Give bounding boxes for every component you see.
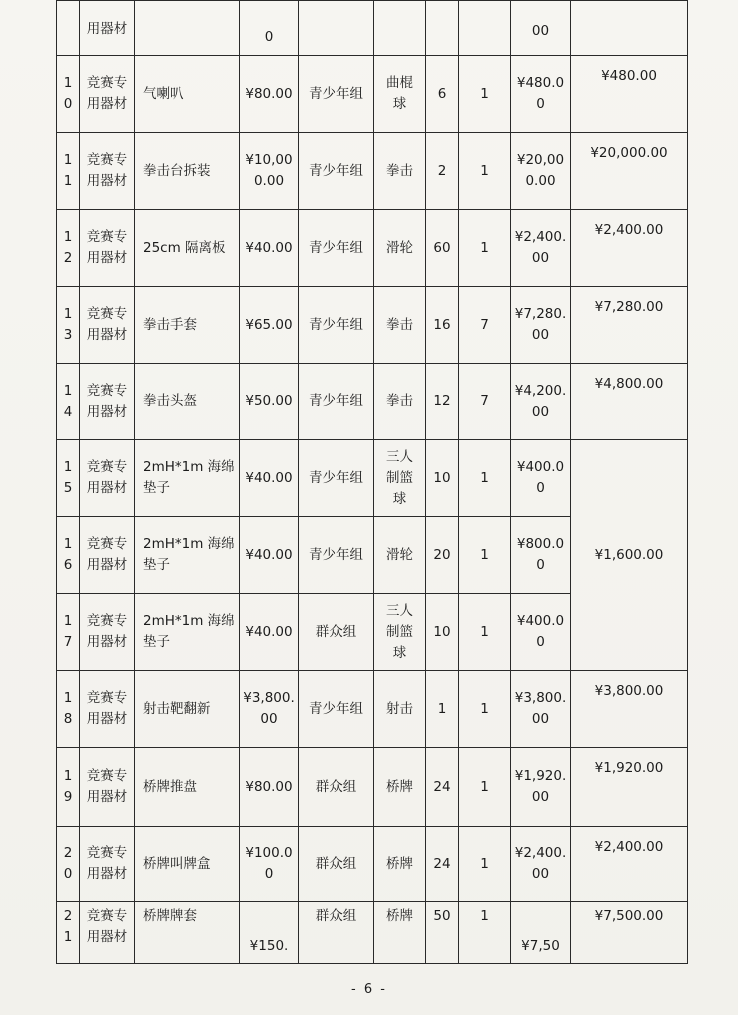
name-cell: 2mH*1m 海绵垫子 (135, 440, 240, 517)
sets-cell: 1 (459, 827, 511, 902)
total-cell: ¥7,280.00 (571, 287, 688, 364)
table-row (57, 364, 688, 440)
seq-cell: 19 (57, 748, 80, 827)
price-cell: ¥40.00 (240, 517, 299, 594)
category-cell: 竞赛专用器材 (80, 517, 135, 594)
amount-cell: ¥7,50 (511, 902, 571, 964)
group-cell: 青少年组 (299, 440, 374, 517)
sport-cell: 三人制篮球 (374, 440, 426, 517)
amount-cell: ¥7,280.00 (511, 287, 571, 364)
name-cell: 桥牌推盘 (135, 748, 240, 827)
category-cell: 竞赛专用器材 (80, 440, 135, 517)
price-cell: ¥100.00 (240, 827, 299, 902)
name-cell: 桥牌牌套 (135, 902, 240, 964)
category-cell: 竞赛专用器材 (80, 56, 135, 133)
group-cell: 青少年组 (299, 56, 374, 133)
price-cell: ¥40.00 (240, 594, 299, 671)
price-cell: ¥80.00 (240, 748, 299, 827)
price-cell: ¥50.00 (240, 364, 299, 440)
sets-cell: 1 (459, 440, 511, 517)
qty-cell: 20 (426, 517, 459, 594)
seq-cell: 11 (57, 133, 80, 210)
sport-cell: 拳击 (374, 287, 426, 364)
category-cell: 竞赛专用器材 (80, 364, 135, 440)
qty-cell: 24 (426, 748, 459, 827)
qty-cell: 6 (426, 56, 459, 133)
category-cell: 竞赛专用器材 (80, 133, 135, 210)
name-cell: 桥牌叫牌盒 (135, 827, 240, 902)
group-cell: 群众组 (299, 902, 374, 964)
sets-cell: 1 (459, 902, 511, 964)
amount-cell: ¥480.00 (511, 56, 571, 133)
total-cell: ¥3,800.00 (571, 671, 688, 748)
amount-cell: ¥1,920.00 (511, 748, 571, 827)
seq-cell: 20 (57, 827, 80, 902)
category-cell: 竞赛专用器材 (80, 287, 135, 364)
category-cell: 竞赛专用器材 (80, 748, 135, 827)
qty-cell: 12 (426, 364, 459, 440)
category-cell: 竞赛专用器材 (80, 671, 135, 748)
table-row (57, 56, 688, 133)
group-cell: 群众组 (299, 827, 374, 902)
seq-cell: 21 (57, 902, 80, 964)
qty-cell: 1 (426, 671, 459, 748)
amount-cell: ¥3,800.00 (511, 671, 571, 748)
total-cell: ¥7,500.00 (571, 902, 688, 964)
seq-cell: 15 (57, 440, 80, 517)
price-cell: ¥65.00 (240, 287, 299, 364)
total-cell: ¥1,920.00 (571, 748, 688, 827)
name-cell: 2mH*1m 海绵垫子 (135, 517, 240, 594)
sport-cell: 滑轮 (374, 517, 426, 594)
name-cell: 拳击手套 (135, 287, 240, 364)
name-cell: 拳击头盔 (135, 364, 240, 440)
sport-cell: 拳击 (374, 133, 426, 210)
sets-cell: 1 (459, 517, 511, 594)
group-cell (299, 1, 374, 56)
price-cell: ¥150. (240, 902, 299, 964)
table-row (57, 1, 688, 56)
sport-cell: 三人制篮球 (374, 594, 426, 671)
sport-cell: 滑轮 (374, 210, 426, 287)
table-row (57, 827, 688, 902)
table-row (57, 133, 688, 210)
sport-cell: 桥牌 (374, 748, 426, 827)
seq-cell: 18 (57, 671, 80, 748)
amount-cell: ¥400.00 (511, 594, 571, 671)
qty-cell: 24 (426, 827, 459, 902)
seq-cell: 12 (57, 210, 80, 287)
equipment-table (56, 0, 688, 964)
total-cell: ¥20,000.00 (571, 133, 688, 210)
sets-cell: 1 (459, 56, 511, 133)
price-cell: 0 (240, 1, 299, 56)
category-cell: 竞赛专用器材 (80, 827, 135, 902)
category-cell: 用器材 (80, 1, 135, 56)
table-row (57, 210, 688, 287)
category-cell: 竞赛专用器材 (80, 594, 135, 671)
name-cell: 2mH*1m 海绵垫子 (135, 594, 240, 671)
category-cell: 竞赛专用器材 (80, 902, 135, 964)
price-cell: ¥40.00 (240, 210, 299, 287)
amount-cell: ¥20,000.00 (511, 133, 571, 210)
sets-cell (459, 1, 511, 56)
qty-cell: 10 (426, 440, 459, 517)
total-cell: ¥480.00 (571, 56, 688, 133)
group-cell: 青少年组 (299, 671, 374, 748)
price-cell: ¥10,000.00 (240, 133, 299, 210)
amount-cell: ¥2,400.00 (511, 827, 571, 902)
price-cell: ¥40.00 (240, 440, 299, 517)
name-cell (135, 1, 240, 56)
group-cell: 青少年组 (299, 133, 374, 210)
total-cell: ¥2,400.00 (571, 210, 688, 287)
sport-cell: 桥牌 (374, 827, 426, 902)
qty-cell: 60 (426, 210, 459, 287)
table-row (57, 748, 688, 827)
amount-cell: ¥4,200.00 (511, 364, 571, 440)
total-cell (571, 1, 688, 56)
sets-cell: 7 (459, 364, 511, 440)
sets-cell: 1 (459, 671, 511, 748)
sport-cell (374, 1, 426, 56)
qty-cell (426, 1, 459, 56)
group-cell: 青少年组 (299, 517, 374, 594)
group-cell: 青少年组 (299, 210, 374, 287)
sport-cell: 射击 (374, 671, 426, 748)
sets-cell: 1 (459, 748, 511, 827)
qty-cell: 16 (426, 287, 459, 364)
group-cell: 群众组 (299, 748, 374, 827)
table-row (57, 671, 688, 748)
qty-cell: 50 (426, 902, 459, 964)
sport-cell: 桥牌 (374, 902, 426, 964)
name-cell: 气喇叭 (135, 56, 240, 133)
seq-cell: 14 (57, 364, 80, 440)
qty-cell: 10 (426, 594, 459, 671)
group-cell: 青少年组 (299, 364, 374, 440)
seq-cell: 10 (57, 56, 80, 133)
name-cell: 25cm 隔离板 (135, 210, 240, 287)
name-cell: 射击靶翻新 (135, 671, 240, 748)
seq-cell: 16 (57, 517, 80, 594)
seq-cell: 17 (57, 594, 80, 671)
sport-cell: 曲棍球 (374, 56, 426, 133)
total-cell: ¥4,800.00 (571, 364, 688, 440)
sets-cell: 1 (459, 210, 511, 287)
amount-cell: ¥400.00 (511, 440, 571, 517)
table-row (57, 287, 688, 364)
sets-cell: 1 (459, 133, 511, 210)
amount-cell: ¥2,400.00 (511, 210, 571, 287)
amount-cell: 00 (511, 1, 571, 56)
amount-cell: ¥800.00 (511, 517, 571, 594)
total-cell: ¥2,400.00 (571, 827, 688, 902)
merged-total-cell: ¥1,600.00 (571, 440, 688, 671)
category-cell: 竞赛专用器材 (80, 210, 135, 287)
name-cell: 拳击台拆装 (135, 133, 240, 210)
sport-cell: 拳击 (374, 364, 426, 440)
price-cell: ¥80.00 (240, 56, 299, 133)
group-cell: 群众组 (299, 594, 374, 671)
table-row (57, 440, 688, 517)
group-cell: 青少年组 (299, 287, 374, 364)
page-number: - 6 - (351, 982, 387, 997)
seq-cell: 13 (57, 287, 80, 364)
table-row (57, 902, 688, 964)
qty-cell: 2 (426, 133, 459, 210)
price-cell: ¥3,800.00 (240, 671, 299, 748)
sets-cell: 1 (459, 594, 511, 671)
sets-cell: 7 (459, 287, 511, 364)
seq-cell (57, 1, 80, 56)
